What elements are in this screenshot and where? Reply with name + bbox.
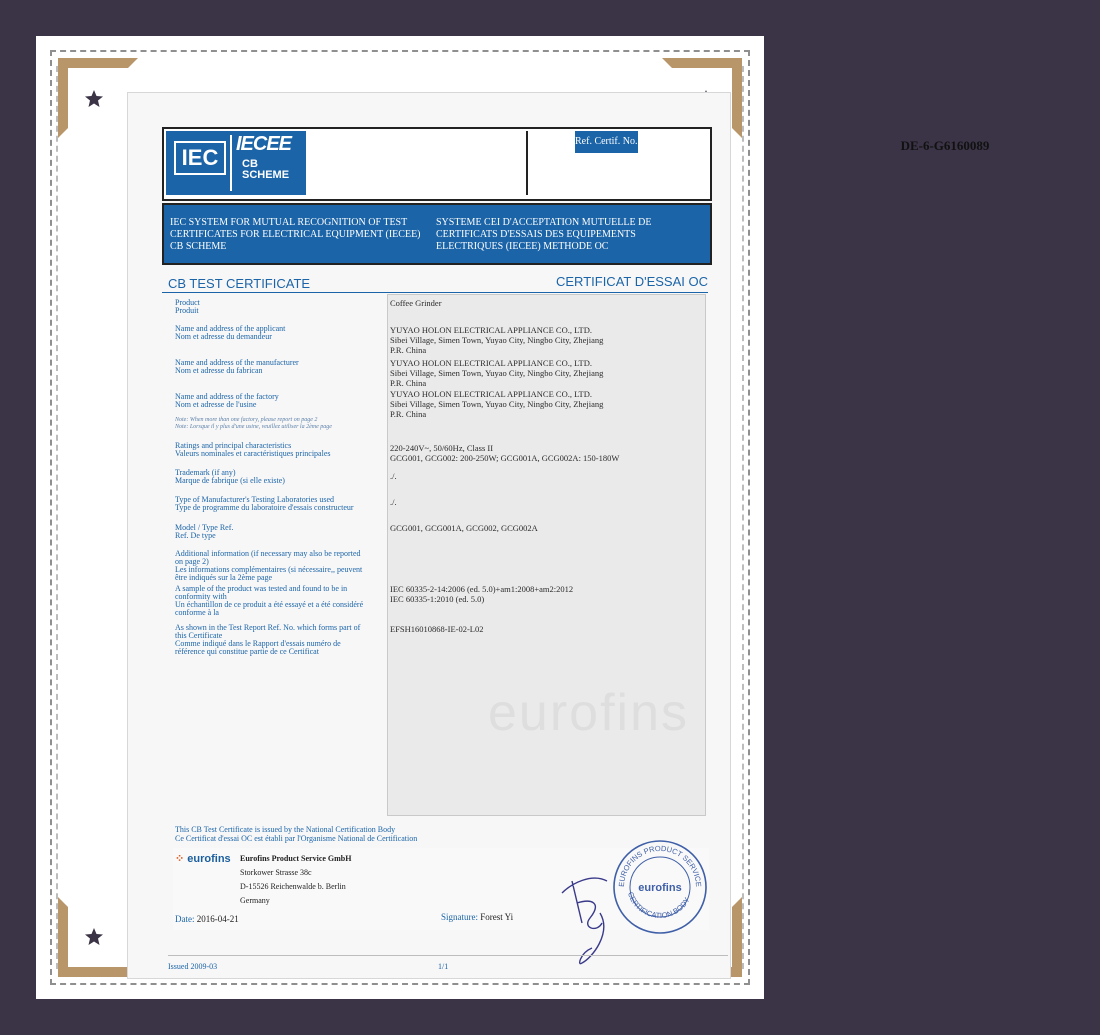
title-rule xyxy=(162,292,708,293)
iecee-logo-text: IECEE xyxy=(236,133,292,155)
applicant-line2: Sibei Village, Simen Town, Yuyao City, Ningbo City, Zhejiang xyxy=(390,335,604,345)
factory-label-fr: Nom et adresse de l'usine xyxy=(175,400,257,409)
product-value: Coffee Grinder xyxy=(390,298,442,308)
logo-divider xyxy=(230,135,232,191)
lab-type-label xyxy=(175,496,354,512)
ratings-value xyxy=(390,443,700,463)
issuer-address xyxy=(240,852,351,908)
model-label-fr: Ref. De type xyxy=(175,531,216,540)
product-label xyxy=(175,299,200,315)
trademark-label-en: Trademark (if any) xyxy=(175,468,236,477)
product-label-en: Product xyxy=(175,298,200,307)
factory-line1: YUYAO HOLON ELECTRICAL APPLIANCE CO., LTD. xyxy=(390,389,592,399)
manufacturer-label-en: Name and address of the manufacturer xyxy=(175,358,299,367)
certificate-title-fr: CERTIFICAT D'ESSAI OC xyxy=(555,274,708,289)
scheme-band-en: IEC SYSTEM FOR MUTUAL RECOGNITION OF TEST CERTIFICATES FOR ELECTRICAL EQUIPMENT (IECEE) CB SCHEME xyxy=(170,217,421,252)
lab-type-value: ./. xyxy=(390,497,397,507)
additional-fr1: Les informations complémentaires (si nécessaire,, peuvent xyxy=(175,565,363,574)
issued-by-en: This CB Test Certificate is issued by the National Certification Body xyxy=(175,825,396,834)
signature-value: Forest Yi xyxy=(480,912,514,922)
additional-en1: Additional information (if necessary may also be reported xyxy=(175,549,361,558)
iec-iecee-logo xyxy=(166,131,306,195)
stamp-center-text: eurofins xyxy=(638,882,682,894)
manufacturer-line2: Sibei Village, Simen Town, Yuyao City, Ningbo City, Zhejiang xyxy=(390,368,604,378)
standard-line2: IEC 60335-1:2010 (ed. 5.0) xyxy=(390,594,485,604)
sample-en1: A sample of the product was tested and found to be in xyxy=(175,584,348,593)
manufacturer-line1: YUYAO HOLON ELECTRICAL APPLIANCE CO., LTD. xyxy=(390,358,592,368)
date-field xyxy=(175,914,239,924)
ratings-label-fr: Valeurs nominales et caractéristiques principales xyxy=(175,449,331,458)
report-en2: this Certificate xyxy=(175,631,223,640)
factory-note xyxy=(175,417,332,431)
lab-type-label-en: Type of Manufacturer's Testing Laboratories used xyxy=(175,495,335,504)
signature-field xyxy=(441,912,513,922)
model-label-en: Model / Type Ref. xyxy=(175,523,234,532)
sample-en2: conformity with xyxy=(175,592,227,601)
ref-number: DE-6-G6160089 xyxy=(900,138,990,153)
ratings-label xyxy=(175,442,331,458)
manufacturer-value xyxy=(390,358,700,388)
issuer-street: Storkower Strasse 38c xyxy=(240,868,312,877)
model-label xyxy=(175,524,233,540)
sample-fr1: Un échantillon de ce produit a été essayé et a été considéré xyxy=(175,600,364,609)
corner-ornament-top-left xyxy=(58,58,138,138)
ratings-line2: GCG001, GCG002: 200-250W; GCG001A, GCG002A: 150-180W xyxy=(390,453,620,463)
manufacturer-label xyxy=(175,359,299,375)
corner-ornament-bottom-left xyxy=(58,897,138,977)
eurofins-logo-mark: ⁘ xyxy=(175,853,188,865)
product-label-fr: Produit xyxy=(175,306,199,315)
eurofins-watermark: eurofins xyxy=(488,684,689,742)
eurofins-logo-text: eurofins xyxy=(187,853,231,865)
factory-note-en: Note: When more than one factory, please report on page 2 xyxy=(175,417,318,423)
report-label xyxy=(175,624,360,656)
issuer-name: Eurofins Product Service GmbH xyxy=(240,854,352,863)
stamp-top-text: EUROFINS PRODUCT SERVICE xyxy=(616,843,704,888)
applicant-line1: YUYAO HOLON ELECTRICAL APPLIANCE CO., LTD. xyxy=(390,325,592,335)
applicant-label xyxy=(175,325,285,341)
sample-fr2: conforme à la xyxy=(175,608,219,617)
ratings-line1: 220-240V~, 50/60Hz, Class II xyxy=(390,443,494,453)
date-value: 2016-04-21 xyxy=(196,914,239,924)
manufacturer-line3: P.R. China xyxy=(390,378,427,388)
additional-label xyxy=(175,550,362,582)
lab-type-label-fr: Type de programme du laboratoire d'essais constructeur xyxy=(175,503,354,512)
signature-label: Signature: xyxy=(441,912,478,922)
manufacturer-label-fr: Nom et adresse du fabrican xyxy=(175,366,263,375)
sample-label xyxy=(175,585,363,617)
standard-line1: IEC 60335-2-14:2006 (ed. 5.0)+am1:2008+am2:2012 xyxy=(390,584,574,594)
standards-value xyxy=(390,584,700,604)
cb-scheme-logo-text xyxy=(242,159,289,181)
cb-certificate-scan xyxy=(127,92,990,979)
issued-date: Issued 2009-03 xyxy=(168,962,218,971)
report-en1: As shown in the Test Report Ref. No. which forms part of xyxy=(175,623,361,632)
additional-en2: on page 2) xyxy=(175,557,209,566)
scheme-text: SCHEME xyxy=(242,169,290,181)
certificate-footer xyxy=(168,955,728,971)
applicant-label-fr: Nom et adresse du demandeur xyxy=(175,332,272,341)
model-value: GCG001, GCG001A, GCG002, GCG002A xyxy=(390,523,538,533)
cb-text: CB xyxy=(242,158,258,170)
svg-text:CERTIFICATION BODY xyxy=(626,891,692,920)
certificate-frame xyxy=(36,36,990,999)
trademark-label-fr: Marque de fabrique (si elle existe) xyxy=(175,476,285,485)
iec-logo-text: IEC xyxy=(174,141,226,175)
report-fr1: Comme indiqué dans le Rapport d'essais numéro de xyxy=(175,639,341,648)
issuer-city: D-15526 Reichenwalde b. Berlin xyxy=(240,882,346,891)
certificate-title-en: CB TEST CERTIFICATE xyxy=(168,276,311,291)
applicant-line3: P.R. China xyxy=(390,345,427,355)
issued-by-fr: Ce Certificat d'essai OC est établi par l'Organisme National de Certification xyxy=(175,834,418,843)
applicant-label-en: Name and address of the applicant xyxy=(175,324,286,333)
factory-label-en: Name and address of the factory xyxy=(175,392,279,401)
trademark-value: ./. xyxy=(390,471,397,481)
eurofins-logo xyxy=(175,852,231,865)
factory-note-fr: Note: Lorsque il y plus d'une usine, veuillez utiliser la 2ème page xyxy=(175,424,332,430)
report-value: EFSH16010868-IE-02-L02 xyxy=(390,624,484,634)
page-number: 1/1 xyxy=(438,962,449,971)
scheme-band-fr: SYSTEME CEI D'ACCEPTATION MUTUELLE DE CERTIFICATS D'ESSAIS DES EQUIPEMENTS ELECTRIQUES (IECEE) METHODE OC xyxy=(436,217,652,252)
issuer-country: Germany xyxy=(240,896,270,905)
ratings-label-en: Ratings and principal characteristics xyxy=(175,441,292,450)
issued-by-statement xyxy=(175,825,417,843)
ref-label: Ref. Certif. No. xyxy=(575,131,638,153)
factory-line2: Sibei Village, Simen Town, Yuyao City, Ningbo City, Zhejiang xyxy=(390,399,604,409)
applicant-value xyxy=(390,325,700,355)
certification-stamp xyxy=(610,837,710,937)
stamp-bottom-text: CERTIFICATION BODY xyxy=(625,890,692,921)
additional-fr2: être indiqués sur la 2ème page xyxy=(175,573,273,582)
date-label: Date: xyxy=(175,914,195,924)
factory-label xyxy=(175,393,279,409)
scheme-band xyxy=(162,203,712,265)
factory-value xyxy=(390,389,700,419)
factory-line3: P.R. China xyxy=(390,409,427,419)
certificate-header xyxy=(162,127,990,201)
trademark-label xyxy=(175,469,285,485)
ref-certif-box xyxy=(526,131,990,195)
report-fr2: référence qui constitue partie de ce Certificat xyxy=(175,647,319,656)
